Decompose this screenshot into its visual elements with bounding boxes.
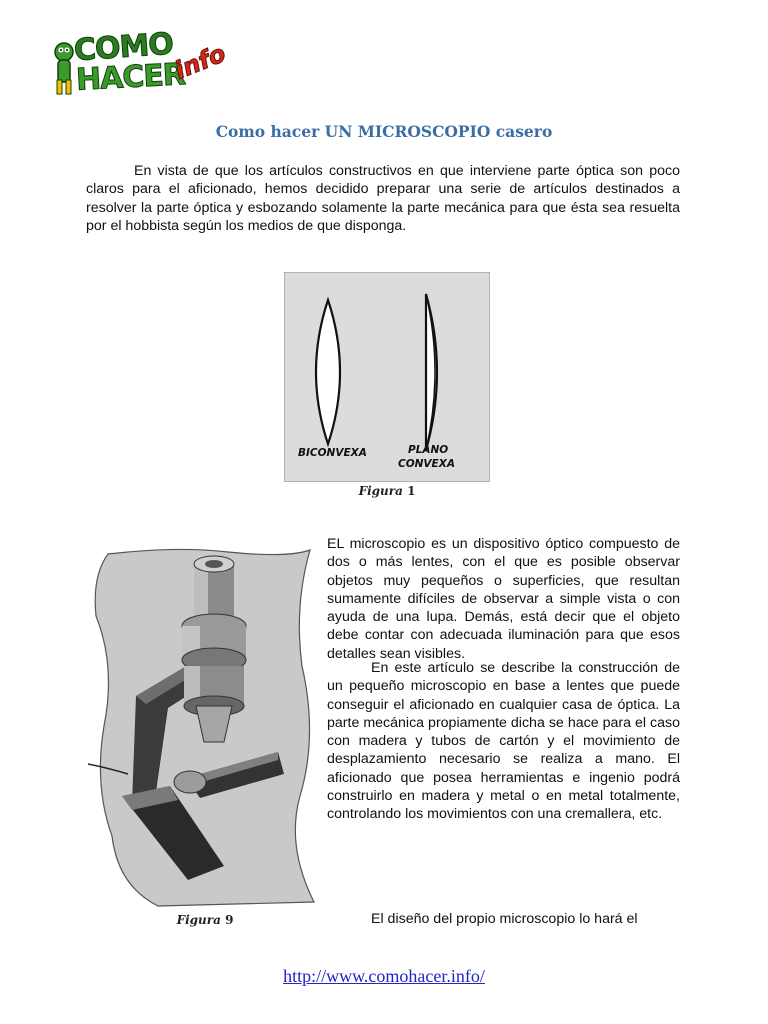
figure-9-caption-number: 9	[225, 913, 234, 927]
figure-9-caption-word: Figura	[176, 913, 221, 927]
figure-1-caption-word: Figura	[358, 484, 403, 498]
site-link[interactable]: http://www.comohacer.info/	[283, 966, 485, 986]
logo-text-como: COMO	[72, 26, 174, 69]
plano-label: PLANO	[408, 444, 449, 456]
logo-text-hacer: HACER	[75, 57, 186, 98]
figure-9-microscope-image	[88, 546, 324, 908]
figure-9-caption	[140, 913, 270, 927]
intro-paragraph: En vista de que los artículos constructivos en que interviene parte óptica son poco claros para el aficionado, hemos decidido preparar una serie de artículos destinados a resolver la parte óptica y esbozando solamente la parte mecánica para que ésta sea resuelta por el hobbista según los medios de que disponga.	[86, 163, 680, 234]
site-logo[interactable]	[46, 26, 236, 100]
figure-1-lenses-image	[284, 272, 490, 482]
microscope-definition-paragraph: EL microscopio es un dispositivo óptico compuesto de dos o más lentes, con el que es posible observar objetos muy pequeños o superficies, que resultan sumamente difíciles de observar a simple vista o con ayuda de una lupa. Demás, está decir que el objeto debe contar con adecuada iluminación para que esos detalles sean visibles.	[327, 536, 680, 662]
footer	[0, 966, 768, 987]
biconvex-label: BICONVEXA	[298, 447, 367, 459]
construction-paragraph: En este artículo se describe la construcción de un pequeño microscopio en base a lentes que puede conseguir el aficionado en cualquier casa de óptica. La parte mecánica propiamente dicha se hace para el caso con madera y tubos de cartón y el movimiento de desplazamiento necesario se realiza a mano. El aficionado que posea herramientas e ingenio podrá construirlo en madera y metal o en metal totalmente, controlando los movimientos con una cremallera, etc.	[327, 660, 680, 823]
article-title: Como hacer UN MICROSCOPIO casero	[215, 122, 553, 141]
figure-1-caption	[284, 484, 490, 498]
convexa-label: CONVEXA	[398, 458, 455, 470]
logo-text-info: info	[170, 39, 230, 85]
figure-1-caption-number: 1	[407, 484, 416, 498]
design-paragraph: El diseño del propio microscopio lo hará el	[371, 911, 638, 927]
